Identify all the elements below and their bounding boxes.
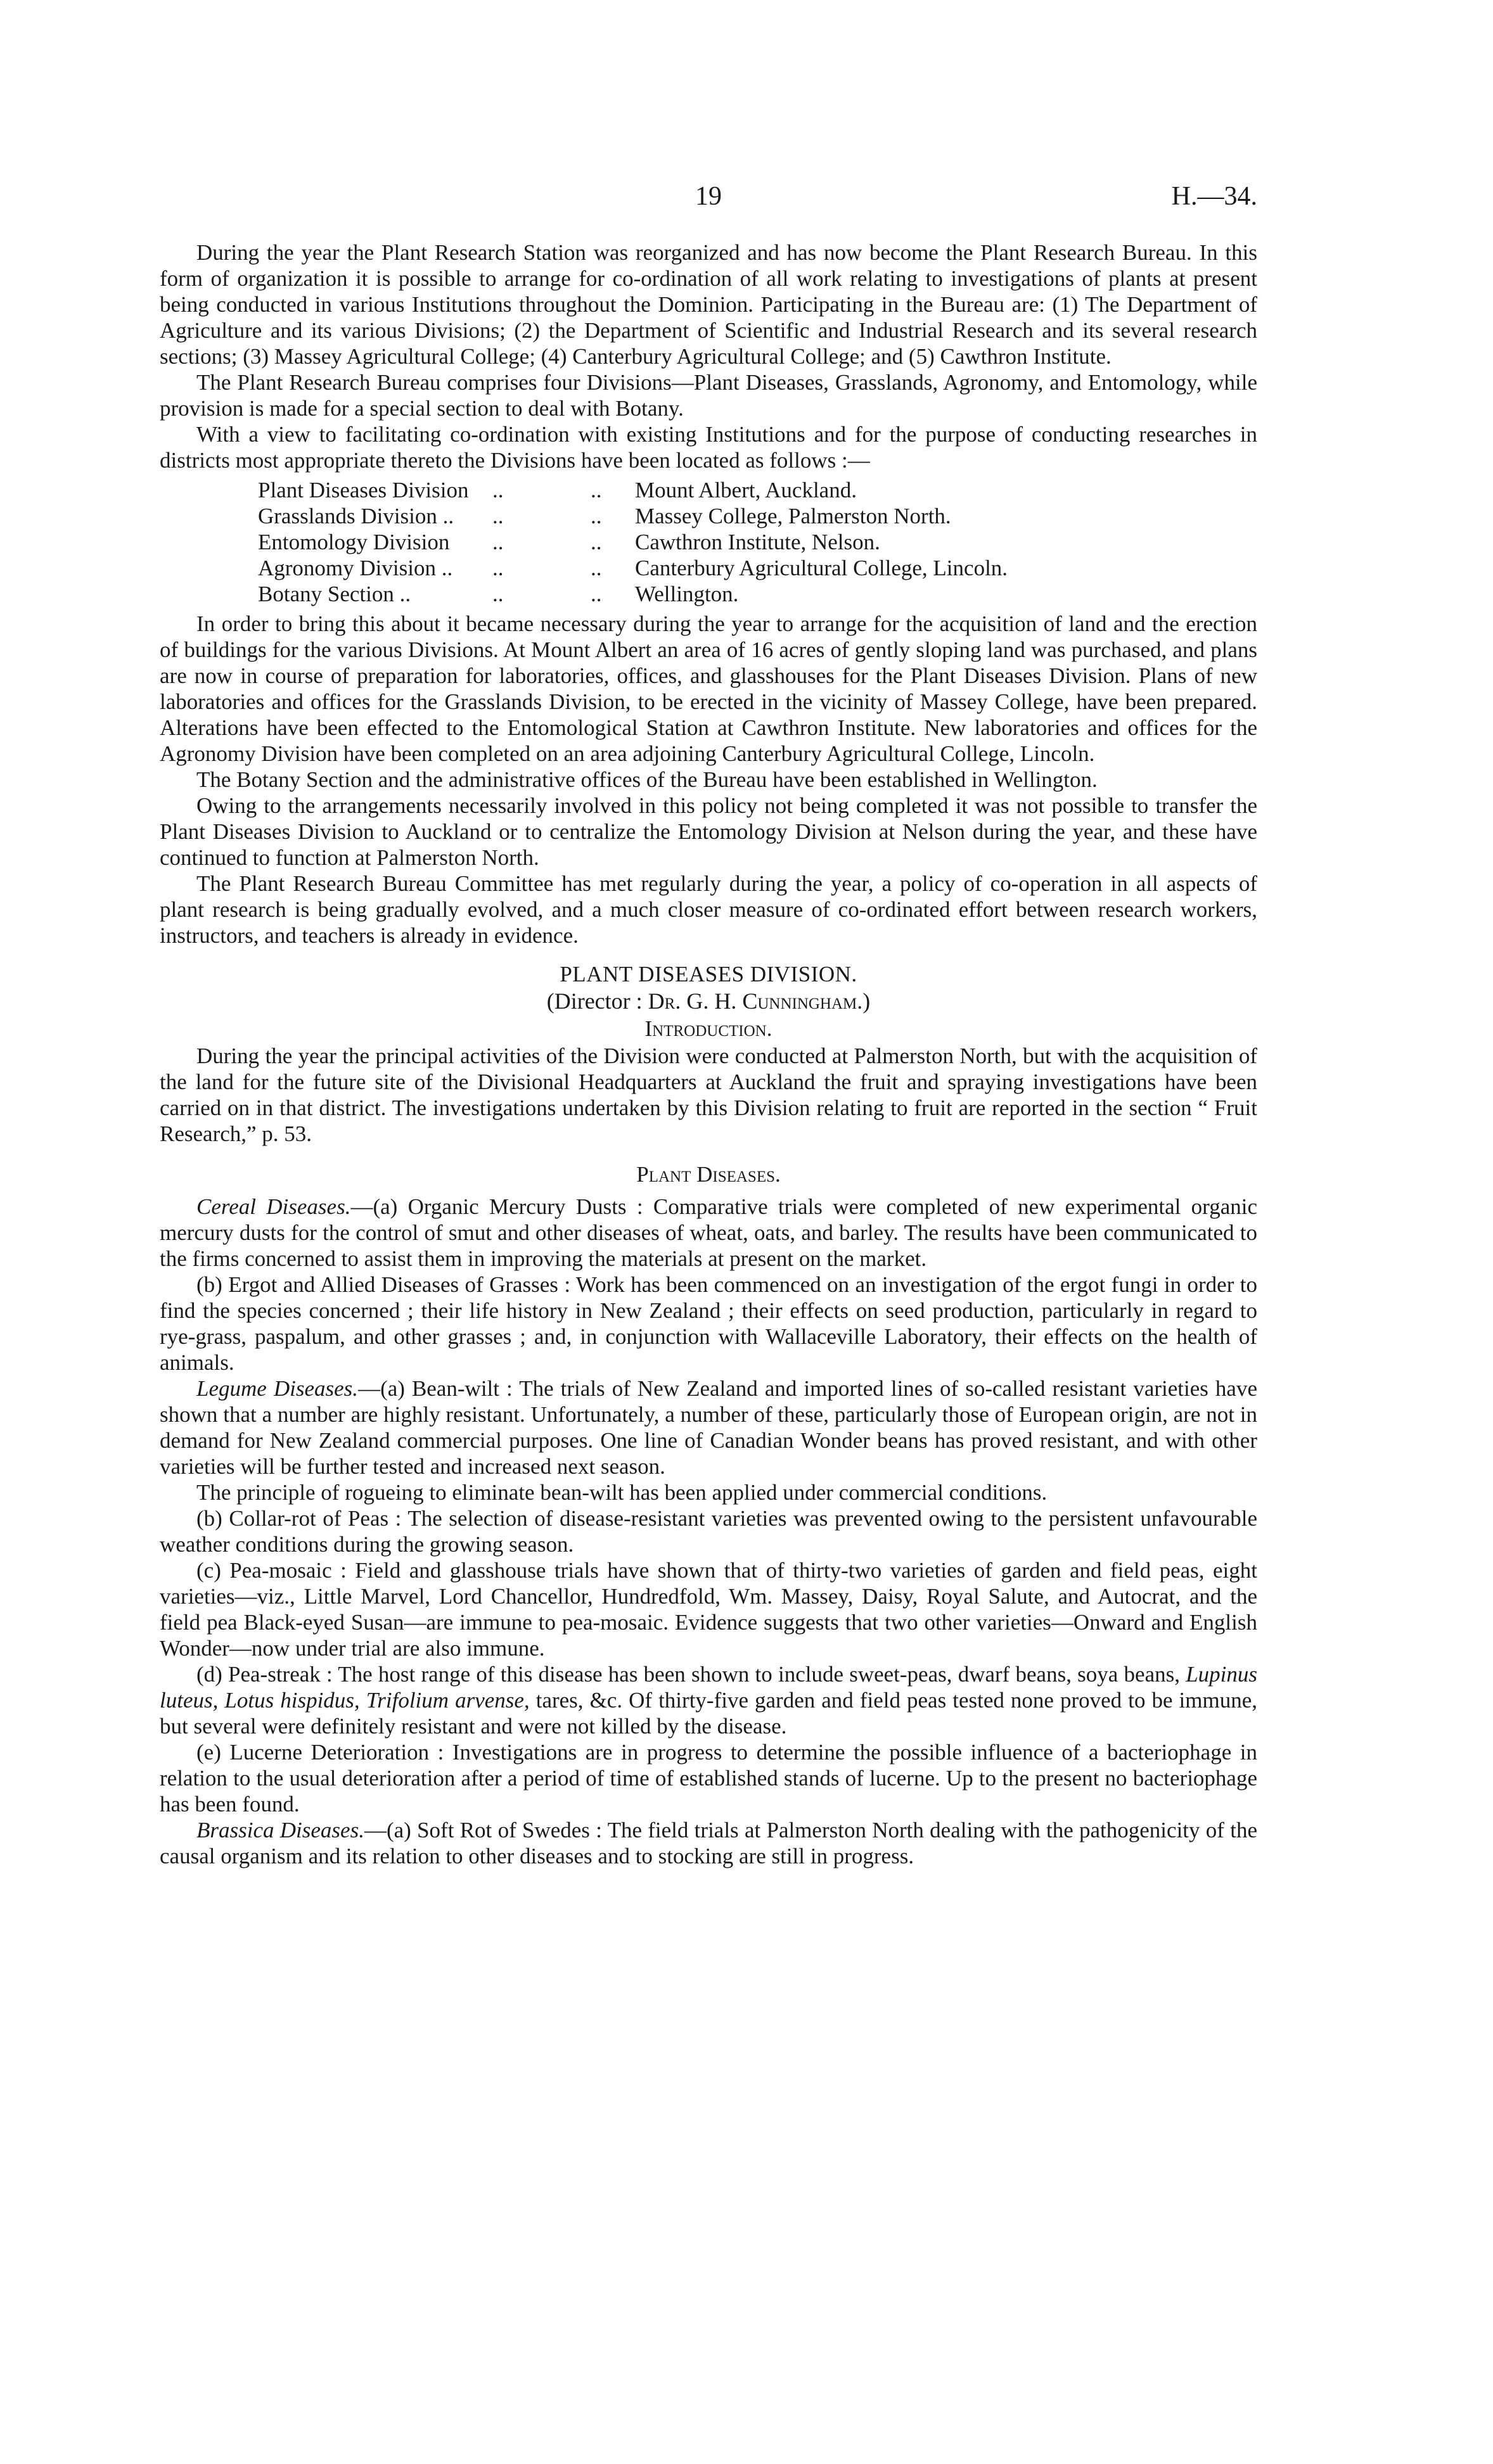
cereal-diseases-paragraph-b: (b) Ergot and Allied Diseases of Grasses : Work has been commenced on an investigation of the ergot fungi in order to find the species concerned ; their life history in New Zealand ; their effects on seed production, particularly in regard to rye-grass, paspalum, and other grasses ; and, in conjunction with Wallaceville Laboratory, their effects on the health of animals. <box>160 1272 1257 1375</box>
intro-paragraph-3: With a view to facilitating co-ordination with existing Institutions and for the purpose of conducting researches in districts most appropriate thereto the Divisions have been located as follows :— <box>160 422 1257 473</box>
division-intro-paragraph: During the year the principal activities of the Division were conducted at Palmerston North, but with the acquisition of the land for the future site of the Divisional Headquarters at Auckland the fruit and spraying investigations have been carried on in that district. The investigations undertaken by this Division relating to fruit are reported in the section “ Fruit Research,” p. 53. <box>160 1044 1257 1146</box>
division-location: Massey College, Palmerston North. <box>635 504 951 528</box>
division-name: Plant Diseases Division <box>258 478 469 502</box>
legume-d-start: (d) Pea-streak : The host range of this disease has been shown to include sweet-peas, dwarf beans, soya beans, <box>196 1662 1180 1687</box>
legume-diseases-paragraph-d <box>160 1661 1257 1739</box>
buildings-paragraph-3: Owing to the arrangements necessarily involved in this policy not being completed it was not possible to transfer the Plant Diseases Division to Auckland or to centralize the Entomology Division at Nelson during the year, and these have continued to function at Palmerston North. <box>160 793 1257 870</box>
director-line <box>160 987 1257 1015</box>
division-locations-table <box>258 477 1008 607</box>
intro-paragraph-1: During the year the Plant Research Station was reorganized and has now become the Plant Research Bureau. In this form of organization it is possible to arrange for co-ordination of all work relating to investigations of plants at present being conducted in various Institutions throughout the Dominion. Participating in the Bureau are: (1) The Department of Agriculture and its various Divisions; (2) the Department of Scientific and Industrial Research and its several research sections; (3) Massey Agricultural College; (4) Canterbury Agricultural College; and (5) Cawthron Institute. <box>160 240 1257 369</box>
division-location: Wellington. <box>635 582 739 606</box>
legume-diseases-paragraph-e: (e) Lucerne Deterioration : Investigations are in progress to determine the possible influence of a bacteriophage in relation to the usual deterioration after a period of time of established stands of lucerne. Up to the present no bacteriophage has been found. <box>160 1740 1257 1816</box>
leader-dots: .. <box>591 504 602 528</box>
cereal-diseases-paragraph-a <box>160 1194 1257 1272</box>
cereal-diseases-label: Cereal Diseases. <box>196 1194 351 1219</box>
division-location: Canterbury Agricultural College, Lincoln. <box>635 556 1008 580</box>
leader-dots: .. <box>492 478 504 502</box>
document-reference: H.—34. <box>1171 182 1257 211</box>
division-name: Agronomy Division .. <box>258 556 453 580</box>
table-row <box>258 581 1008 607</box>
director-prefix: (Director : <box>546 988 643 1014</box>
leader-dots: .. <box>591 530 602 554</box>
division-location: Mount Albert, Auckland. <box>635 478 857 502</box>
brassica-diseases-paragraph-a <box>160 1817 1257 1869</box>
table-row <box>258 503 1008 529</box>
division-name: Grasslands Division .. <box>258 504 454 528</box>
leader-dots: .. <box>492 530 504 554</box>
plant-diseases-heading: Plant Diseases. <box>636 1162 781 1187</box>
brassica-a-text: —(a) Soft Rot of Swedes : The field trials at Palmerston North dealing with the pathogenicity of the causal organism and its relation to other diseases and to stocking are still in progress. <box>160 1818 1257 1868</box>
division-name: Entomology Division <box>258 530 450 554</box>
rogueing-paragraph: The principle of rogueing to eliminate bean-wilt has been applied under commercial conditions. <box>196 1480 1048 1505</box>
legume-d-species: Lupinus luteus, Lotus hispidus, Trifolium arvense, <box>160 1662 1258 1713</box>
legume-a-text: —(a) Bean-wilt : The trials of New Zealand and imported lines of so-called resistant varieties have shown that a number are highly resistant. Unfortunately, a number of these, particularly those of European origin, are not in demand for New Zealand commercial purposes. One line of Canadian Wonder beans has proved resistant, and with other varieties will be further tested and increased next season. <box>160 1376 1258 1479</box>
introduction-heading: Introduction. <box>644 1016 772 1041</box>
legume-d-end: tares, &c. Of thirty-five garden and field peas tested none proved to be immune, but several were definitely resistant and were not killed by the disease. <box>160 1688 1258 1739</box>
brassica-diseases-label: Brassica Diseases. <box>196 1818 364 1842</box>
table-row <box>258 529 1008 555</box>
table-row <box>258 555 1008 581</box>
cereal-a-text: —(a) Organic Mercury Dusts : Comparative trials were completed of new experimental organic mercury dusts for the control of smut and other diseases of wheat, oats, and barley. The results have been communicated to the firms concerned to assist them in improving the materials at present on the market. <box>160 1194 1257 1271</box>
leader-dots: .. <box>591 582 602 606</box>
legume-diseases-paragraph-b: (b) Collar-rot of Peas : The selection of disease-resistant varieties was prevented owing to the persistent unfavourable weather conditions during the growing season. <box>160 1506 1257 1557</box>
table-row <box>258 477 1008 503</box>
leader-dots: .. <box>591 556 602 580</box>
page-number: 19 <box>695 182 722 211</box>
legume-diseases-label: Legume Diseases. <box>196 1376 359 1401</box>
buildings-paragraph-4: The Plant Research Bureau Committee has met regularly during the year, a policy of co-operation in all aspects of plant research is being gradually evolved, and a much closer measure of co-ordinated effort between research workers, instructors, and teachers is already in evidence. <box>160 871 1257 948</box>
buildings-paragraph-2: The Botany Section and the administrative offices of the Bureau have been established in Wellington. <box>196 767 1098 792</box>
division-name: Botany Section .. <box>258 582 411 606</box>
leader-dots: .. <box>591 478 602 502</box>
director-name: Dr. G. H. Cunningham.) <box>648 988 871 1014</box>
division-location: Cawthron Institute, Nelson. <box>635 530 880 554</box>
buildings-paragraph-1: In order to bring this about it became necessary during the year to arrange for the acquisition of land and the erection of buildings for the various Divisions. At Mount Albert an area of 16 acres of gently sloping land was purchased, and plans are now in course of preparation for laboratories, offices, and glasshouses for the Plant Diseases Division. Plans of new laboratories and offices for the Grasslands Division, to be erected in the vicinity of Massey College, have been prepared. Alterations have been effected to the Entomological Station at Cawthron Institute. New laboratories and offices for the Agronomy Division have been completed on an area adjoining Canterbury Agricultural College, Lincoln. <box>160 611 1257 766</box>
document-page <box>160 184 1257 1869</box>
legume-diseases-paragraph-c: (c) Pea-mosaic : Field and glasshouse trials have shown that of thirty-two varieties of garden and field peas, eight varieties—viz., Little Marvel, Lord Chancellor, Hundredfold, Wm. Massey, Daisy, Royal Salute, and Autocrat, and the field pea Black-eyed Susan—are immune to pea-mosaic. Evidence suggests that two other varieties—Onward and English Wonder—now under trial are also immune. <box>160 1558 1257 1661</box>
intro-paragraph-2: The Plant Research Bureau comprises four Divisions—Plant Diseases, Grasslands, Agronomy, and Entomology, while provision is made for a special section to deal with Botany. <box>160 370 1257 421</box>
leader-dots: .. <box>492 582 504 606</box>
division-heading: PLANT DISEASES DIVISION. <box>560 962 857 986</box>
leader-dots: .. <box>492 556 504 580</box>
leader-dots: .. <box>492 504 504 528</box>
legume-diseases-paragraph-a <box>160 1376 1257 1479</box>
page-header <box>160 184 1257 222</box>
